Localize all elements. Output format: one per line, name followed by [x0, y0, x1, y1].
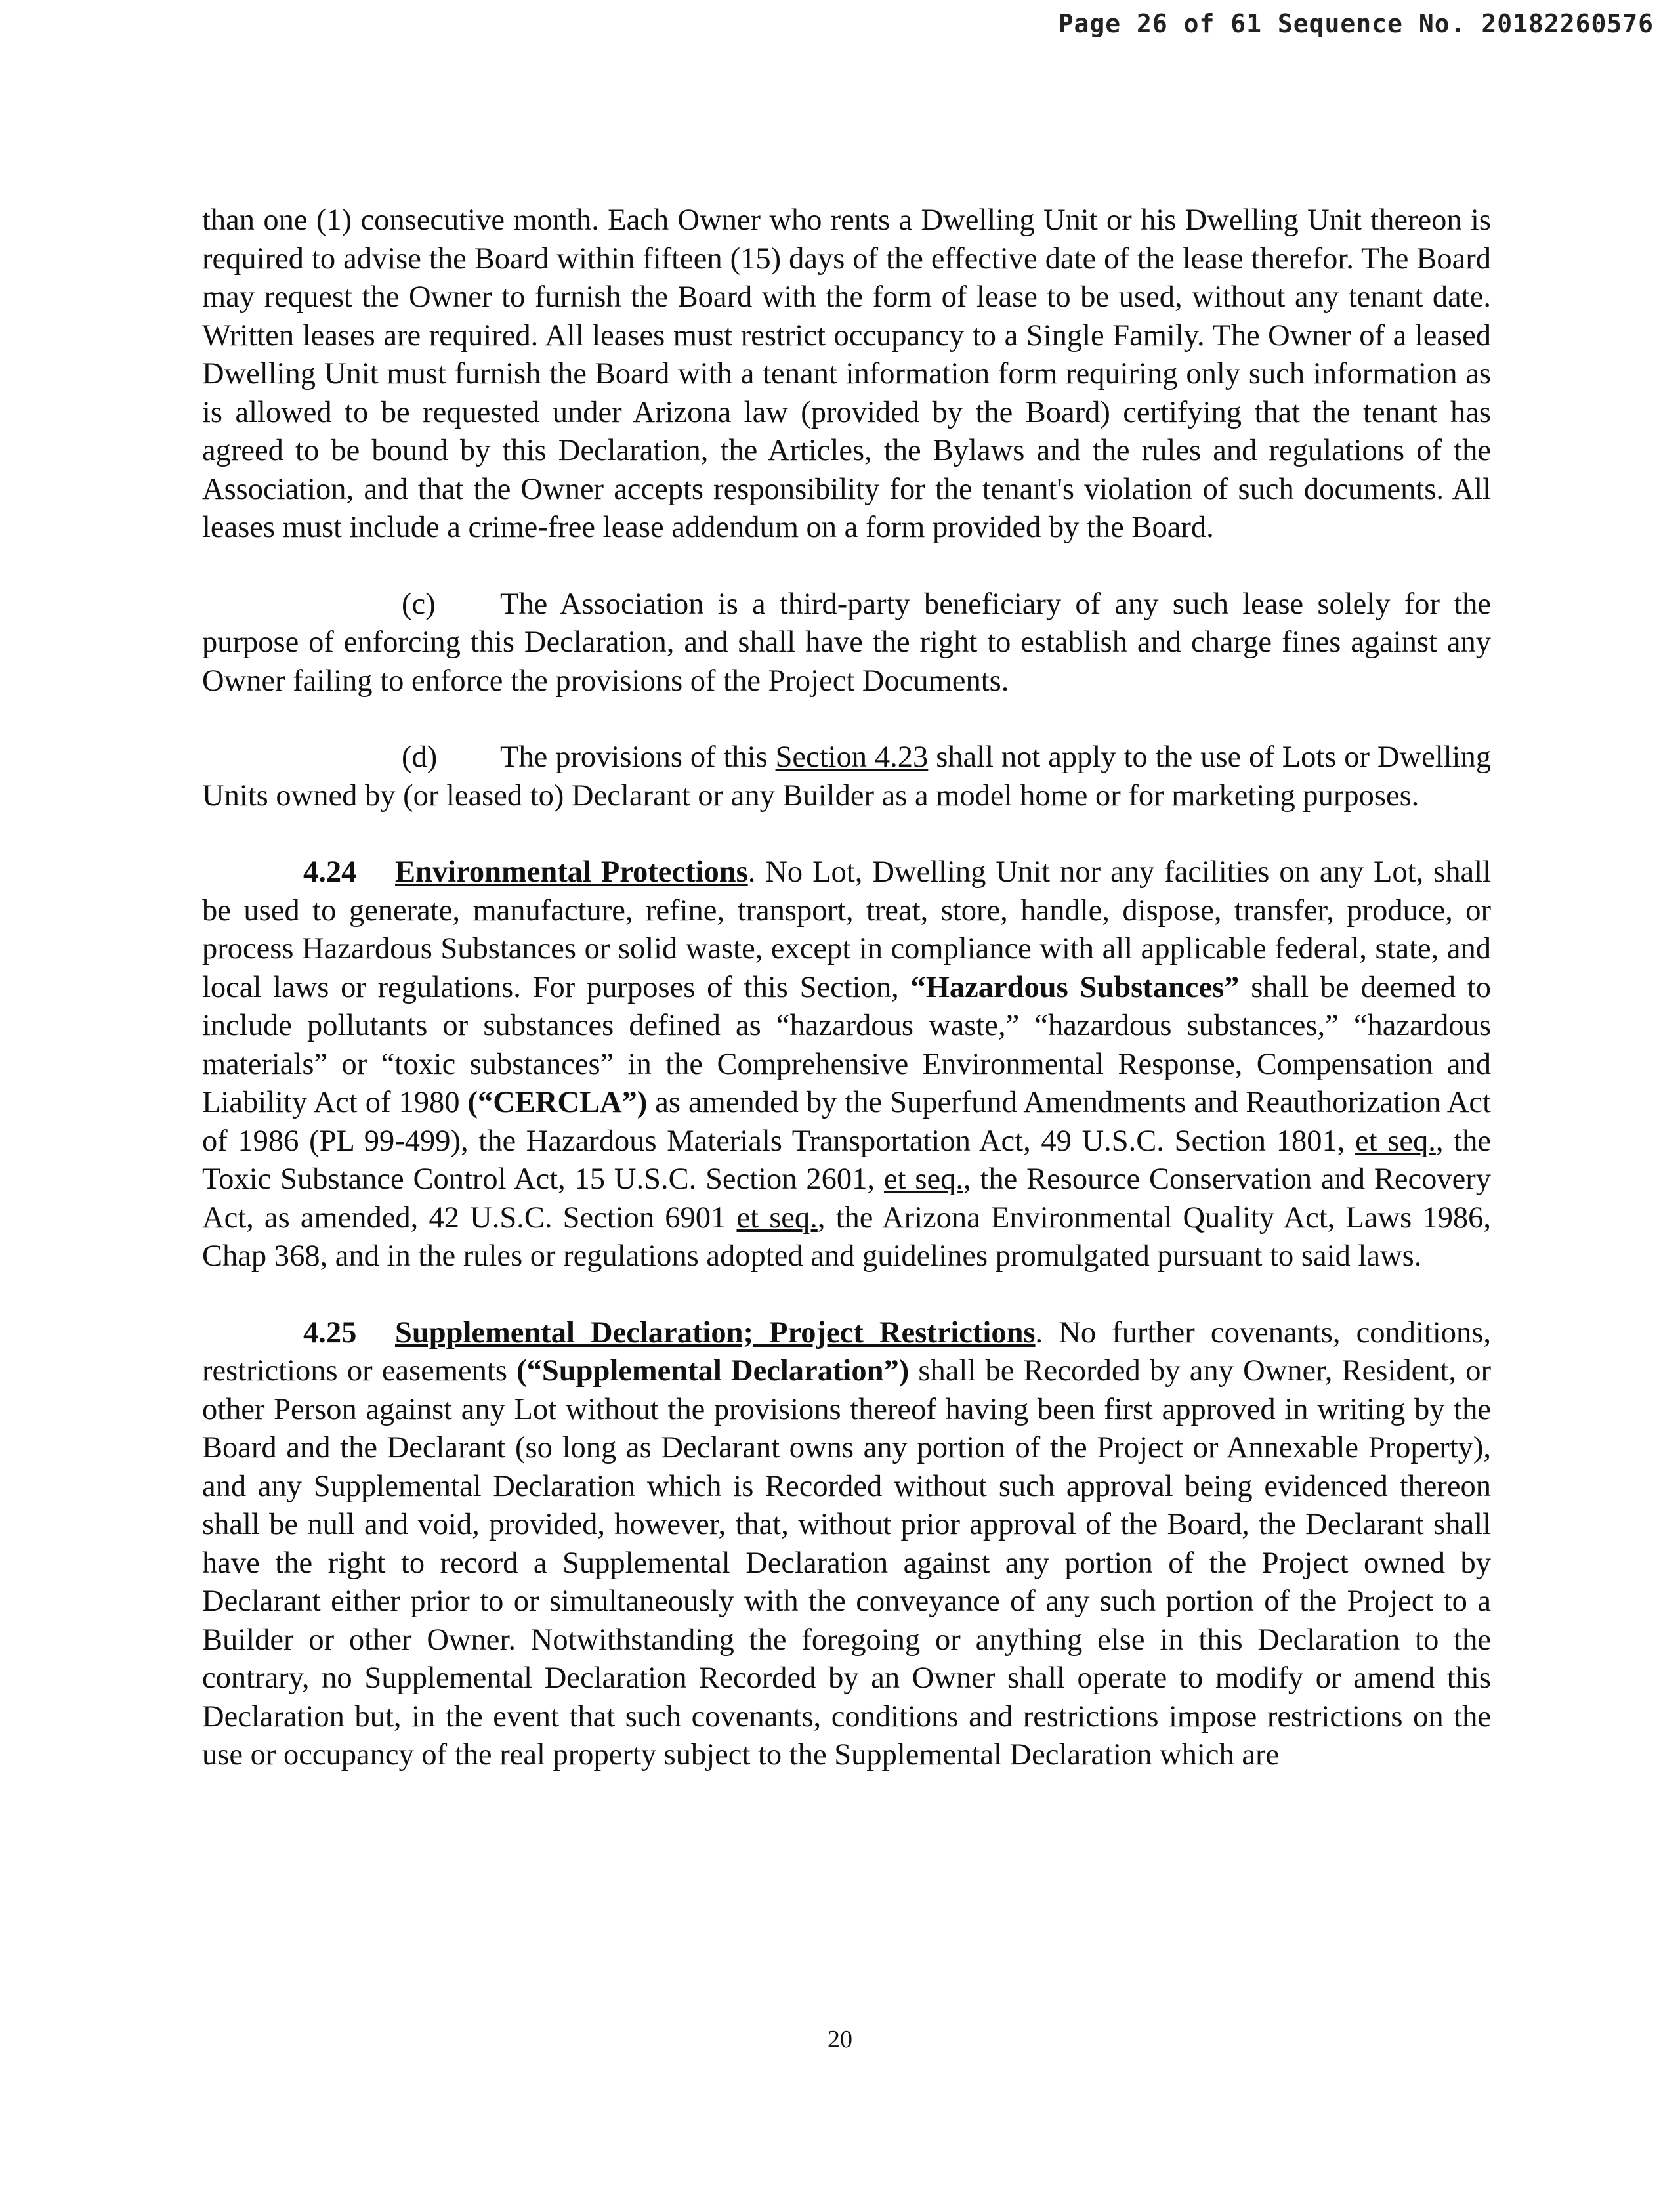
- paragraph-d-number: (d): [402, 740, 438, 774]
- paragraph-c-text: The Association is a third-party beneficiary of any such lease solely for the purpose of enforcing this Declaration, and shall have the right to establish and charge fines against any Owner failing to enforce the provisions of the Project Documents.: [202, 587, 1491, 698]
- page-number: 20: [828, 2026, 852, 2053]
- et-seq-3: et seq.: [736, 1201, 818, 1235]
- section-4-23-reference: Section 4.23: [775, 740, 929, 774]
- paragraph-lease-continuation: than one (1) consecutive month. Each Owner who rents a Dwelling Unit or his Dwelling Unit thereon is required to advise the Board within fifteen (15) days of the effective date of the lease therefor. The Board may request the Owner to furnish the Board with the form of lease to be used, without any tenant date. Written leases are required. All leases must restrict occupancy to a Single Family. The Owner of a leased Dwelling Unit must furnish the Board with a tenant information form requiring only such information as is allowed to be requested under Arizona law (provided by the Board) certifying that the tenant has agreed to be bound by this Declaration, the Articles, the Bylaws and the rules and regulations of the Association, and that the Owner accepts responsibility for the tenant's violation of such documents. All leases must include a crime-free lease addendum on a form provided by the Board.: [202, 203, 1491, 544]
- paragraph-d: [202, 738, 1491, 815]
- section-4-24-title: Environmental Protections: [395, 855, 748, 889]
- paragraph-c-number: (c): [402, 587, 436, 621]
- section-4-24-text-2: shall be deemed to include pollutants or substances defined as “hazardous waste,” “hazardous substances,” “hazardous materials” or “toxic substances” in the Comprehensive Environmental Response, Compensation and Liability Act of 1980: [202, 970, 1492, 1119]
- section-4-24-text-1: . No Lot, Dwelling Unit nor any facilities on any Lot, shall be used to generate, manufacture, refine, transport, treat, store, handle, dispose, transfer, produce, or process Hazardous Substances or solid waste, except in compliance with all applicable federal, state, and local laws or regulations. For purposes of this Section,: [202, 855, 1492, 1004]
- paragraph-d-text-2: shall not apply to the use of Lots or Dwelling Units owned by (or leased to) Declarant or any Builder as a model home or for marketing purposes.: [202, 740, 1491, 813]
- page-header: Page 26 of 61 Sequence No. 20182260576: [1058, 9, 1654, 38]
- document-body: [202, 202, 1491, 1813]
- section-4-24-text-3: as amended by the Superfund Amendments and Reauthorization Act of 1986 (PL 99-499), the Hazardous Materials Transportation Act, 49 U.S.C. Section 1801,: [202, 1086, 1491, 1158]
- section-4-24: [202, 853, 1491, 1276]
- et-seq-2: et seq.: [883, 1162, 963, 1196]
- section-4-25-number: 4.25: [303, 1315, 357, 1350]
- section-4-25-title: Supplemental Declaration; Project Restrictions: [395, 1315, 1036, 1350]
- section-4-24-text-5: , the Resource Conservation and Recovery Act, as amended, 42 U.S.C. Section 6901: [202, 1162, 1492, 1235]
- paragraph-c: [202, 586, 1491, 701]
- hazardous-substances-term: “Hazardous Substances”: [910, 970, 1240, 1004]
- cercla-term: (“CERCLA”): [467, 1086, 648, 1119]
- et-seq-1: et seq.: [1355, 1124, 1436, 1158]
- paragraph-d-text-1: The provisions of this: [500, 740, 776, 774]
- supplemental-declaration-term: (“Supplemental Declaration”): [516, 1354, 910, 1388]
- section-4-25: [202, 1314, 1491, 1775]
- section-4-24-text-6: , the Arizona Environmental Quality Act, Laws 1986, Chap 368, and in the rules or regulations adopted and guidelines promulgated pursuant to said laws.: [202, 1201, 1491, 1273]
- section-4-24-number: 4.24: [303, 855, 357, 889]
- section-4-25-text-1: . No further covenants, conditions, restrictions or easements: [202, 1315, 1491, 1388]
- section-4-25-text-2: shall be Recorded by any Owner, Resident, or other Person against any Lot without the provisions thereof having been first approved in writing by the Board and the Declarant (so long as Declarant owns any portion of the Project or Annexable Property), and any Supplemental Declaration which is Recorded without such approval being evidenced thereon shall be null and void, provided, however, that, without prior approval of the Board, the Declarant shall have the right to record a Supplemental Declaration against any portion of the Project owned by Declarant either prior to or simultaneously with the conveyance of any such portion of the Project to a Builder or other Owner. Notwithstanding the foregoing or anything else in this Declaration to the contrary, no Supplemental Declaration Recorded by an Owner shall operate to modify or amend this Declaration but, in the event that such covenants, conditions and restrictions impose restrictions on the use or occupancy of the real property subject to the Supplemental Declaration which are: [202, 1354, 1491, 1772]
- section-4-24-text-4: , the Toxic Substance Control Act, 15 U.S.C. Section 2601,: [202, 1124, 1491, 1196]
